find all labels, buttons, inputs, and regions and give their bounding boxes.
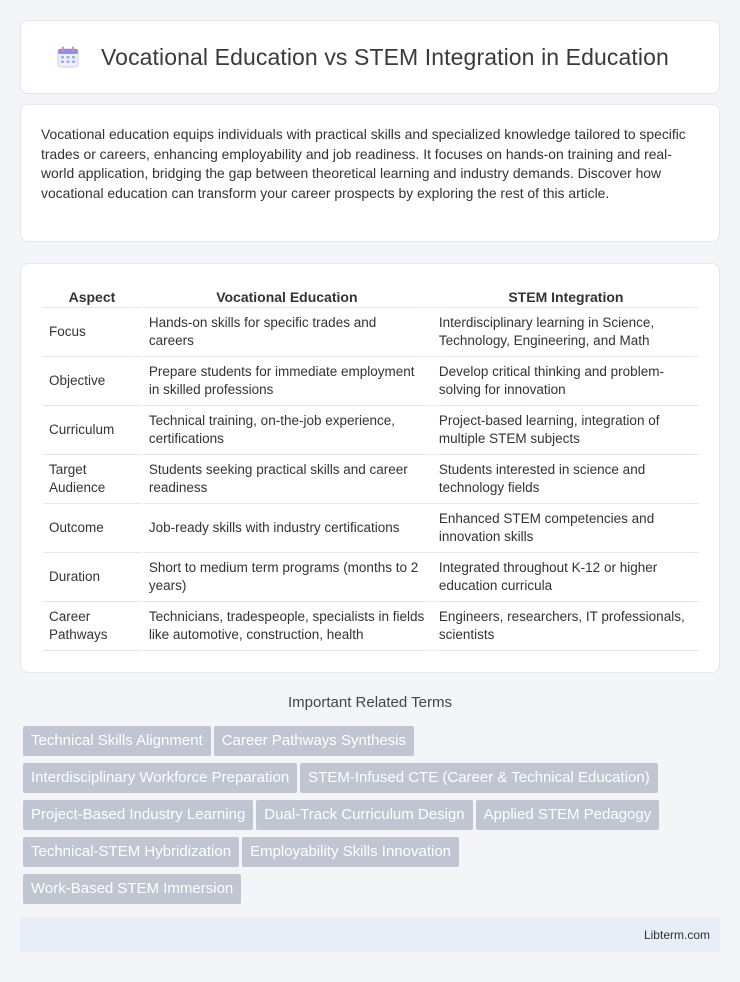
related-term-tag[interactable]: Career Pathways Synthesis xyxy=(214,726,414,756)
calendar-icon xyxy=(57,46,79,68)
related-term-tag[interactable]: STEM-Infused CTE (Career & Technical Education) xyxy=(300,763,658,793)
cell-aspect: Objective xyxy=(43,357,141,406)
related-term-tag[interactable]: Technical-STEM Hybridization xyxy=(23,837,239,867)
cell-stem: Develop critical thinking and problem-solving for innovation xyxy=(433,357,699,406)
table-row xyxy=(43,553,699,602)
cell-vocational: Short to medium term programs (months to 2 years) xyxy=(143,553,431,602)
related-term-tag[interactable]: Technical Skills Alignment xyxy=(23,726,211,756)
cell-vocational: Students seeking practical skills and career readiness xyxy=(143,455,431,504)
cell-aspect: Focus xyxy=(43,308,141,357)
table-header-row xyxy=(43,282,699,308)
related-term-tag[interactable]: Employability Skills Innovation xyxy=(242,837,459,867)
comparison-table xyxy=(41,282,701,651)
table-row xyxy=(43,602,699,651)
cell-aspect: Duration xyxy=(43,553,141,602)
cell-aspect: Target Audience xyxy=(43,455,141,504)
related-term-tag[interactable]: Project-Based Industry Learning xyxy=(23,800,253,830)
table-row xyxy=(43,357,699,406)
header-stem: STEM Integration xyxy=(433,282,699,308)
cell-vocational: Job-ready skills with industry certifications xyxy=(143,504,431,553)
related-term-tag[interactable]: Dual-Track Curriculum Design xyxy=(256,800,472,830)
header-aspect: Aspect xyxy=(43,282,141,308)
cell-stem: Interdisciplinary learning in Science, Technology, Engineering, and Math xyxy=(433,308,699,357)
intro-card xyxy=(20,104,720,242)
cell-vocational: Technical training, on-the-job experience, certifications xyxy=(143,406,431,455)
related-terms-title: Important Related Terms xyxy=(288,694,452,711)
related-term-tag[interactable]: Interdisciplinary Workforce Preparation xyxy=(23,763,297,793)
cell-aspect: Outcome xyxy=(43,504,141,553)
related-term-tag[interactable]: Work-Based STEM Immersion xyxy=(23,874,241,904)
cell-stem: Engineers, researchers, IT professionals, scientists xyxy=(433,602,699,651)
page-title: Vocational Education vs STEM Integration in Education xyxy=(101,43,669,70)
comparison-table-card xyxy=(20,263,720,673)
cell-stem: Students interested in science and technology fields xyxy=(433,455,699,504)
cell-stem: Enhanced STEM competencies and innovation skills xyxy=(433,504,699,553)
table-row xyxy=(43,504,699,553)
cell-vocational: Prepare students for immediate employment in skilled professions xyxy=(143,357,431,406)
cell-stem: Project-based learning, integration of multiple STEM subjects xyxy=(433,406,699,455)
intro-paragraph: Vocational education equips individuals with practical skills and specialized knowledge tailored to specific trades or careers, enhancing employability and job readiness. It focuses on hands-on training and real-world application, bridging the gap between theoretical learning and industry demands. Discover how vocational education can transform your career prospects by exploring the rest of this article. xyxy=(41,126,686,201)
title-card xyxy=(20,20,720,94)
header-vocational: Vocational Education xyxy=(143,282,431,308)
cell-vocational: Technicians, tradespeople, specialists in fields like automotive, construction, health xyxy=(143,602,431,651)
table-row xyxy=(43,455,699,504)
footer-site-link[interactable]: Libterm.com xyxy=(643,928,710,942)
cell-aspect: Career Pathways xyxy=(43,602,141,651)
footer xyxy=(20,918,720,952)
cell-stem: Integrated throughout K-12 or higher education curricula xyxy=(433,553,699,602)
related-terms-list xyxy=(23,726,723,911)
cell-vocational: Hands-on skills for specific trades and careers xyxy=(143,308,431,357)
cell-aspect: Curriculum xyxy=(43,406,141,455)
table-row xyxy=(43,308,699,357)
related-term-tag[interactable]: Applied STEM Pedagogy xyxy=(476,800,660,830)
table-row xyxy=(43,406,699,455)
